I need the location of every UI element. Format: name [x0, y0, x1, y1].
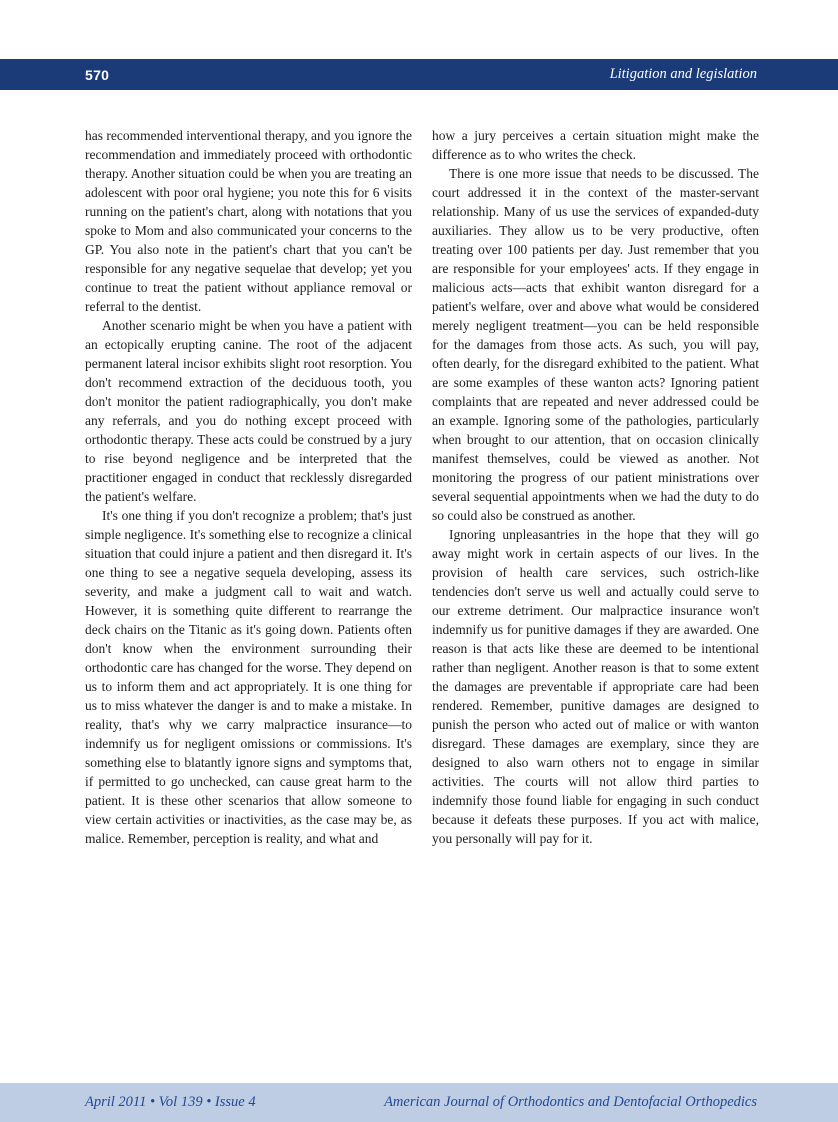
paragraph: Ignoring unpleasantries in the hope that they will go away might work in certain aspects of our lives. In the provision of health care services, such ostrich-like tendencies don't serve us well and actually could serve to our extreme detriment. Our malpractice insurance won't indemnify us for punitive damages if they are awarded. One reason is that acts like these are deemed to be intentional rather than negligent. Another reason is that to some extent the damages are preventable if appropriate care had been rendered. Remember, punitive damages are designed to punish the person who acted out of malice or with wanton disregard. These damages are exemplary, since they are designed to also warn others not to engage in similar activities. The courts will not allow third parties to indemnify those found liable for engaging in such conduct because it defeats these purposes. If you act with malice, you personally will pay for it. [432, 527, 759, 846]
page-footer-bar [0, 1083, 838, 1122]
article-body [85, 126, 759, 848]
section-title: Litigation and legislation [609, 66, 757, 82]
paragraph: how a jury perceives a certain situation might make the difference as to who writes the check. [432, 128, 759, 162]
journal-name: American Journal of Orthodontics and Dentofacial Orthopedics [384, 1094, 757, 1110]
page-number: 570 [85, 66, 110, 83]
paragraph: It's one thing if you don't recognize a problem; that's just simple negligence. It's something else to recognize a clinical situation that could injure a patient and then disregard it. It's one thing to see a negative sequela developing, assess its severity, and make a judgment call to wait and watch. However, it is something quite different to rearrange the deck chairs on the Titanic as it's going down. Patients often don't know when the environment surrounding their orthodontic care has changed for the worse. They depend on us to inform them and act appropriately. It is one thing for us to miss whatever the danger is and to make a mistake. In reality, that's why we carry malpractice insurance—to indemnify us for negligent omissions or commissions. It's something else to blatantly ignore signs and symptoms that, if permitted to go unchecked, can cause great harm to the patient. It is these other scenarios that allow someone to view certain activities or inactivities, as the case may be, as malice. Remember, perception is reality, and what and [85, 508, 412, 846]
right-column [432, 126, 759, 848]
left-column [85, 126, 412, 848]
paragraph: There is one more issue that needs to be discussed. The court addressed it in the context of the master-servant relationship. Many of us use the services of expanded-duty auxiliaries. They allow us to be very productive, often treating over 100 patients per day. Just remember that you are responsible for your employees' acts. If they engage in malicious acts—acts that exhibit wanton disregard for a patient's welfare, over and above what would be considered merely negligent treatment—you can be held responsible for the damages from those acts. As such, you will pay, often dearly, for the disregard exhibited to the patient. What are some examples of these wanton acts? Ignoring patient complaints that are repeated and never addressed could be an example. Ignoring some of the pathologies, particularly when brought to our attention, that on occasion clinically manifest themselves, could be viewed as another. Not monitoring the progress of our patient ministrations over several sequential appointments when we had the duty to do so could also be construed as another. [432, 166, 759, 523]
page-header-bar [0, 59, 838, 90]
paragraph: Another scenario might be when you have a patient with an ectopically erupting canine. The root of the adjacent permanent lateral incisor exhibits slight root resorption. You don't recommend extraction of the deciduous tooth, you don't monitor the patient radiographically, you don't make any referrals, and you do nothing except proceed with orthodontic therapy. These acts could be construed by a jury to rise beyond negligence and be interpreted that the practitioner engaged in conduct that recklessly disregarded the patient's welfare. [85, 318, 412, 504]
paragraph: has recommended interventional therapy, and you ignore the recommendation and immediately proceed with orthodontic therapy. Another situation could be when you are treating an adolescent with poor oral hygiene; you note this for 6 visits running on the patient's chart, along with notations that you spoke to Mom and also communicated your concerns to the GP. You also note in the patient's chart that you can't be responsible for any negative sequelae that develop; yet you continue to treat the patient without appliance removal or referral to the dentist. [85, 128, 412, 314]
issue-info: April 2011 • Vol 139 • Issue 4 [85, 1094, 256, 1110]
